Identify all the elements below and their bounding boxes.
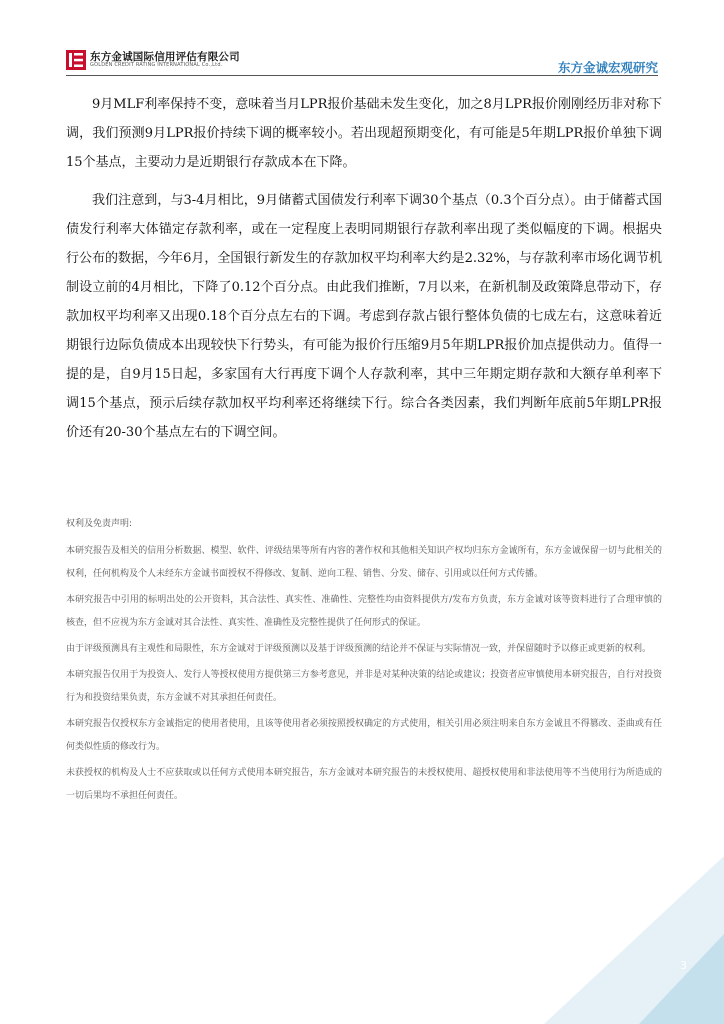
company-name-en: GOLDEN CREDIT RATING INTERNATIONAL Co.,Ltd. <box>90 62 223 68</box>
disclaimer-paragraph: 本研究报告及相关的信用分析数据、模型、软件、评级结果等所有内容的著作权和其他相关知识产权均归东方金诚所有，东方金诚保留一切与此相关的权利，任何机构及个人未经东方金诚书面授权不得修改、复制、逆向工程、销售、分发、储存、引用或以任何方式传播。 <box>66 546 662 579</box>
header-divider <box>66 75 658 76</box>
disclaimer-paragraph: 本研究报告仅授权东方金诚指定的使用者使用，且该等使用者必须按照授权确定的方式使用，相关引用必须注明来自东方金诚且不得篡改、歪曲或有任何类似性质的修改行为。 <box>66 719 662 752</box>
disclaimer-paragraph: 本研究报告中引用的标明出处的公开资料，其合法性、真实性、准确性、完整性均由资料提供方/发布方负责，东方金诚对该等资料进行了合理审慎的核查，但不应视为东方金诚对其合法性、真实性、准确性及完整性提供了任何形式的保证。 <box>66 595 662 628</box>
disclaimer-paragraph: 本研究报告仅用于为投资人、发行人等授权使用方提供第三方参考意见，并非是对某种决策的结论或建议；投资者应审慎使用本研究报告，自行对投资行为和投资结果负责，东方金诚不对其承担任何责任。 <box>66 670 662 703</box>
body-paragraph: 9月MLF利率保持不变，意味着当月LPR报价基础未发生变化，加之8月LPR报价刚刚经历非对称下调，我们预测9月LPR报价持续下调的概率较小。若出现超预期变化，有可能是5年期LPR报价单独下调15个基点，主要动力是近期银行存款成本在下降。 <box>66 97 662 170</box>
report-series-title: 东方金诚宏观研究 <box>557 60 658 75</box>
company-name-cn: 东方金诚国际信用评估有限公司 <box>90 51 240 63</box>
body-text <box>66 90 662 456</box>
page-number: 3 <box>680 959 687 972</box>
company-logo-icon <box>66 50 86 70</box>
body-paragraph: 我们注意到，与3-4月相比，9月储蓄式国债发行利率下调30个基点（0.3个百分点）。由于储蓄式国债发行利率大体锚定存款利率，或在一定程度上表明同期银行存款利率出现了类似幅度的下调。根据央行公布的数据，今年6月，全国银行新发生的存款加权平均利率大约是2.32%，与存款利率市场化调节机制设立前的4月相比，下降了0.12个百分点。由此我们推断，7月以来，在新机制及政策降息带动下，存款加权平均利率又出现0.18个百分点左右的下调。考虑到存款占银行整体负债的七成左右，这意味着近期银行边际负债成本出现较快下行势头，有可能为报价行压缩9月5年期LPR报价加点提供动力。值得一提的是，自9月15日起，多家国有大行再度下调个人存款利率，其中三年期定期存款和大额存单利率下调15个基点，预示后续存款加权平均利率还将继续下行。综合各类因素，我们判断年底前5年期LPR报价还有20-30个基点左右的下调空间。 <box>66 193 662 440</box>
disclaimer-paragraph: 未获授权的机构及人士不应获取或以任何方式使用本研究报告，东方金诚对本研究报告的未授权使用、超授权使用和非法使用等不当使用行为所造成的一切后果均不承担任何责任。 <box>66 768 662 801</box>
corner-decoration <box>544 856 724 1024</box>
disclaimer-title: 权利及免责声明: <box>66 519 133 529</box>
disclaimer-paragraph: 由于评级预测具有主观性和局限性，东方金诚对于评级预测以及基于评级预测的结论并不保证与实际情况一致，并保留随时予以修正或更新的权利。 <box>66 644 652 654</box>
page-header <box>0 0 724 80</box>
disclaimer-section <box>66 514 662 811</box>
